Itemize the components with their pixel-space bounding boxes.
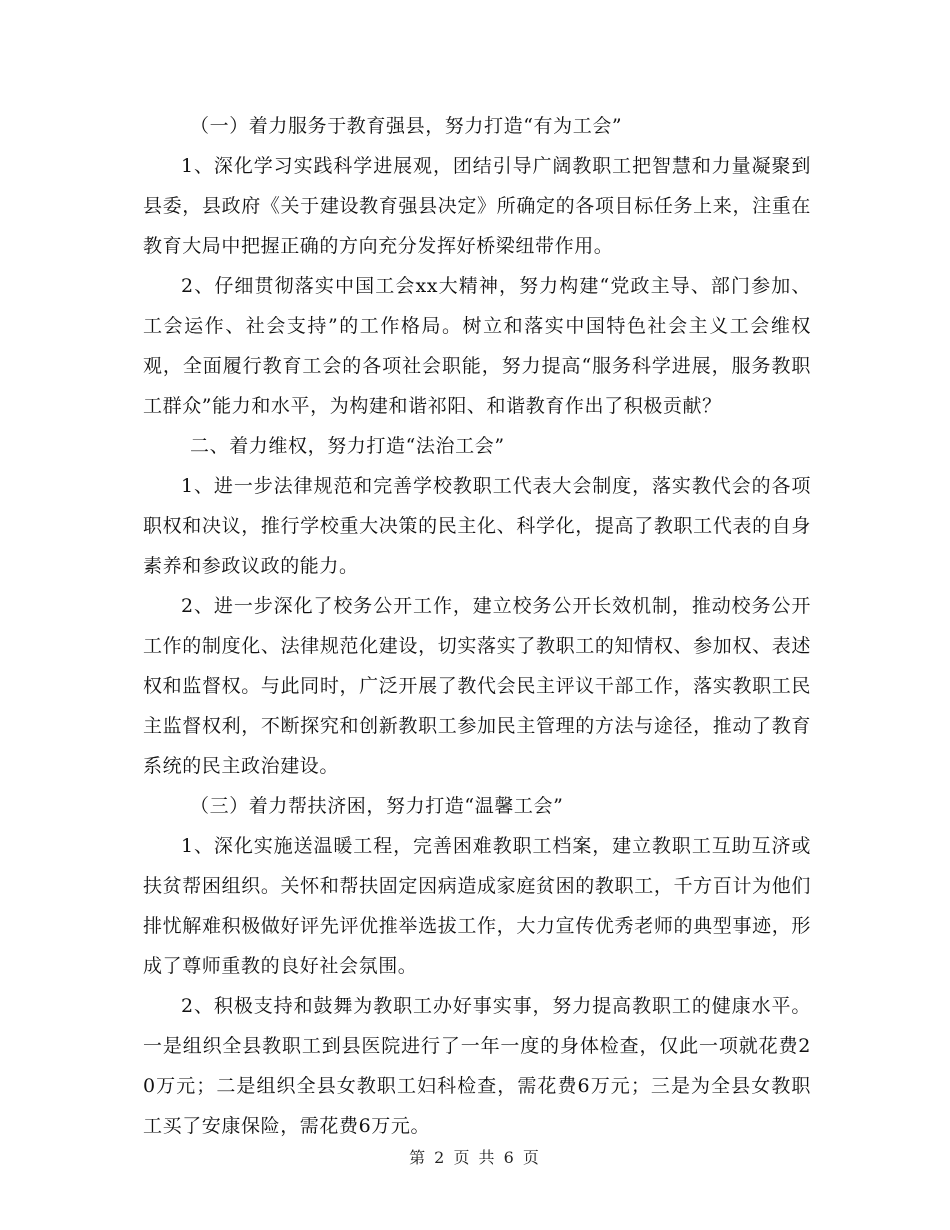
paragraph-3-1: 1、深化实施送温暖工程，完善困难教职工档案，建立教职工互助互济或扶贫帮困组织。关怀和帮扶固定因病造成家庭贫困的教职工，千方百计为他们排忧解难积极做好评先评优推举选拔工作，大力宣传优秀老师的典型事迹，形成了尊师重教的良好社会氛围。 [143, 835, 811, 977]
document-body [143, 106, 811, 1146]
paragraph-3-2: 2、积极支持和鼓舞为教职工办好事实事，努力提高教职工的健康水平。一是组织全县教职工到县医院进行了一年一度的身体检查，仅此一项就花费20万元；二是组织全县女教职工妇科检查，需花费6万元；三是为全县女教职工买了安康保险，需花费6万元。 [143, 995, 811, 1137]
paragraph-2-2: 2、进一步深化了校务公开工作，建立校务公开长效机制，推动校务公开工作的制度化、法律规范化建设，切实落实了教职工的知情权、参加权、表述权和监督权。与此同时，广泛开展了教代会民主评议干部工作，落实教职工民主监督权利，不断探究和创新教职工参加民主管理的方法与途径，推动了教育系统的民主政治建设。 [143, 595, 811, 777]
section-heading-3: （三）着力帮扶济困，努力打造“温馨工会” [190, 795, 564, 817]
paragraph-2-1: 1、进一步法律规范和完善学校教职工代表大会制度，落实教代会的各项职权和决议，推行学校重大决策的民主化、科学化，提高了教职工代表的自身素养和参政议政的能力。 [143, 475, 811, 577]
paragraph-1-2: 2、仔细贯彻落实中国工会xx大精神，努力构建“党政主导、部门参加、工会运作、社会支持”的工作格局。树立和落实中国特色社会主义工会维权观，全面履行教育工会的各项社会职能，努力提高“服务科学进展，服务教职工群众”能力和水平，为构建和谐祁阳、和谐教育作出了积极贡献？ [143, 275, 811, 417]
section-heading-2: 二、着力维权，努力打造“法治工会” [190, 435, 505, 457]
page-number-footer: 第 2 页 共 6 页 [409, 1148, 541, 1167]
paragraph-1-1: 1、深化学习实践科学进展观，团结引导广阔教职工把智慧和力量凝聚到县委，县政府《关于建设教育强县决定》所确定的各项目标任务上来，注重在教育大局中把握正确的方向充分发挥好桥梁纽带作用。 [143, 155, 811, 257]
section-heading-1: （一）着力服务于教育强县，努力打造“有为工会” [190, 115, 623, 137]
